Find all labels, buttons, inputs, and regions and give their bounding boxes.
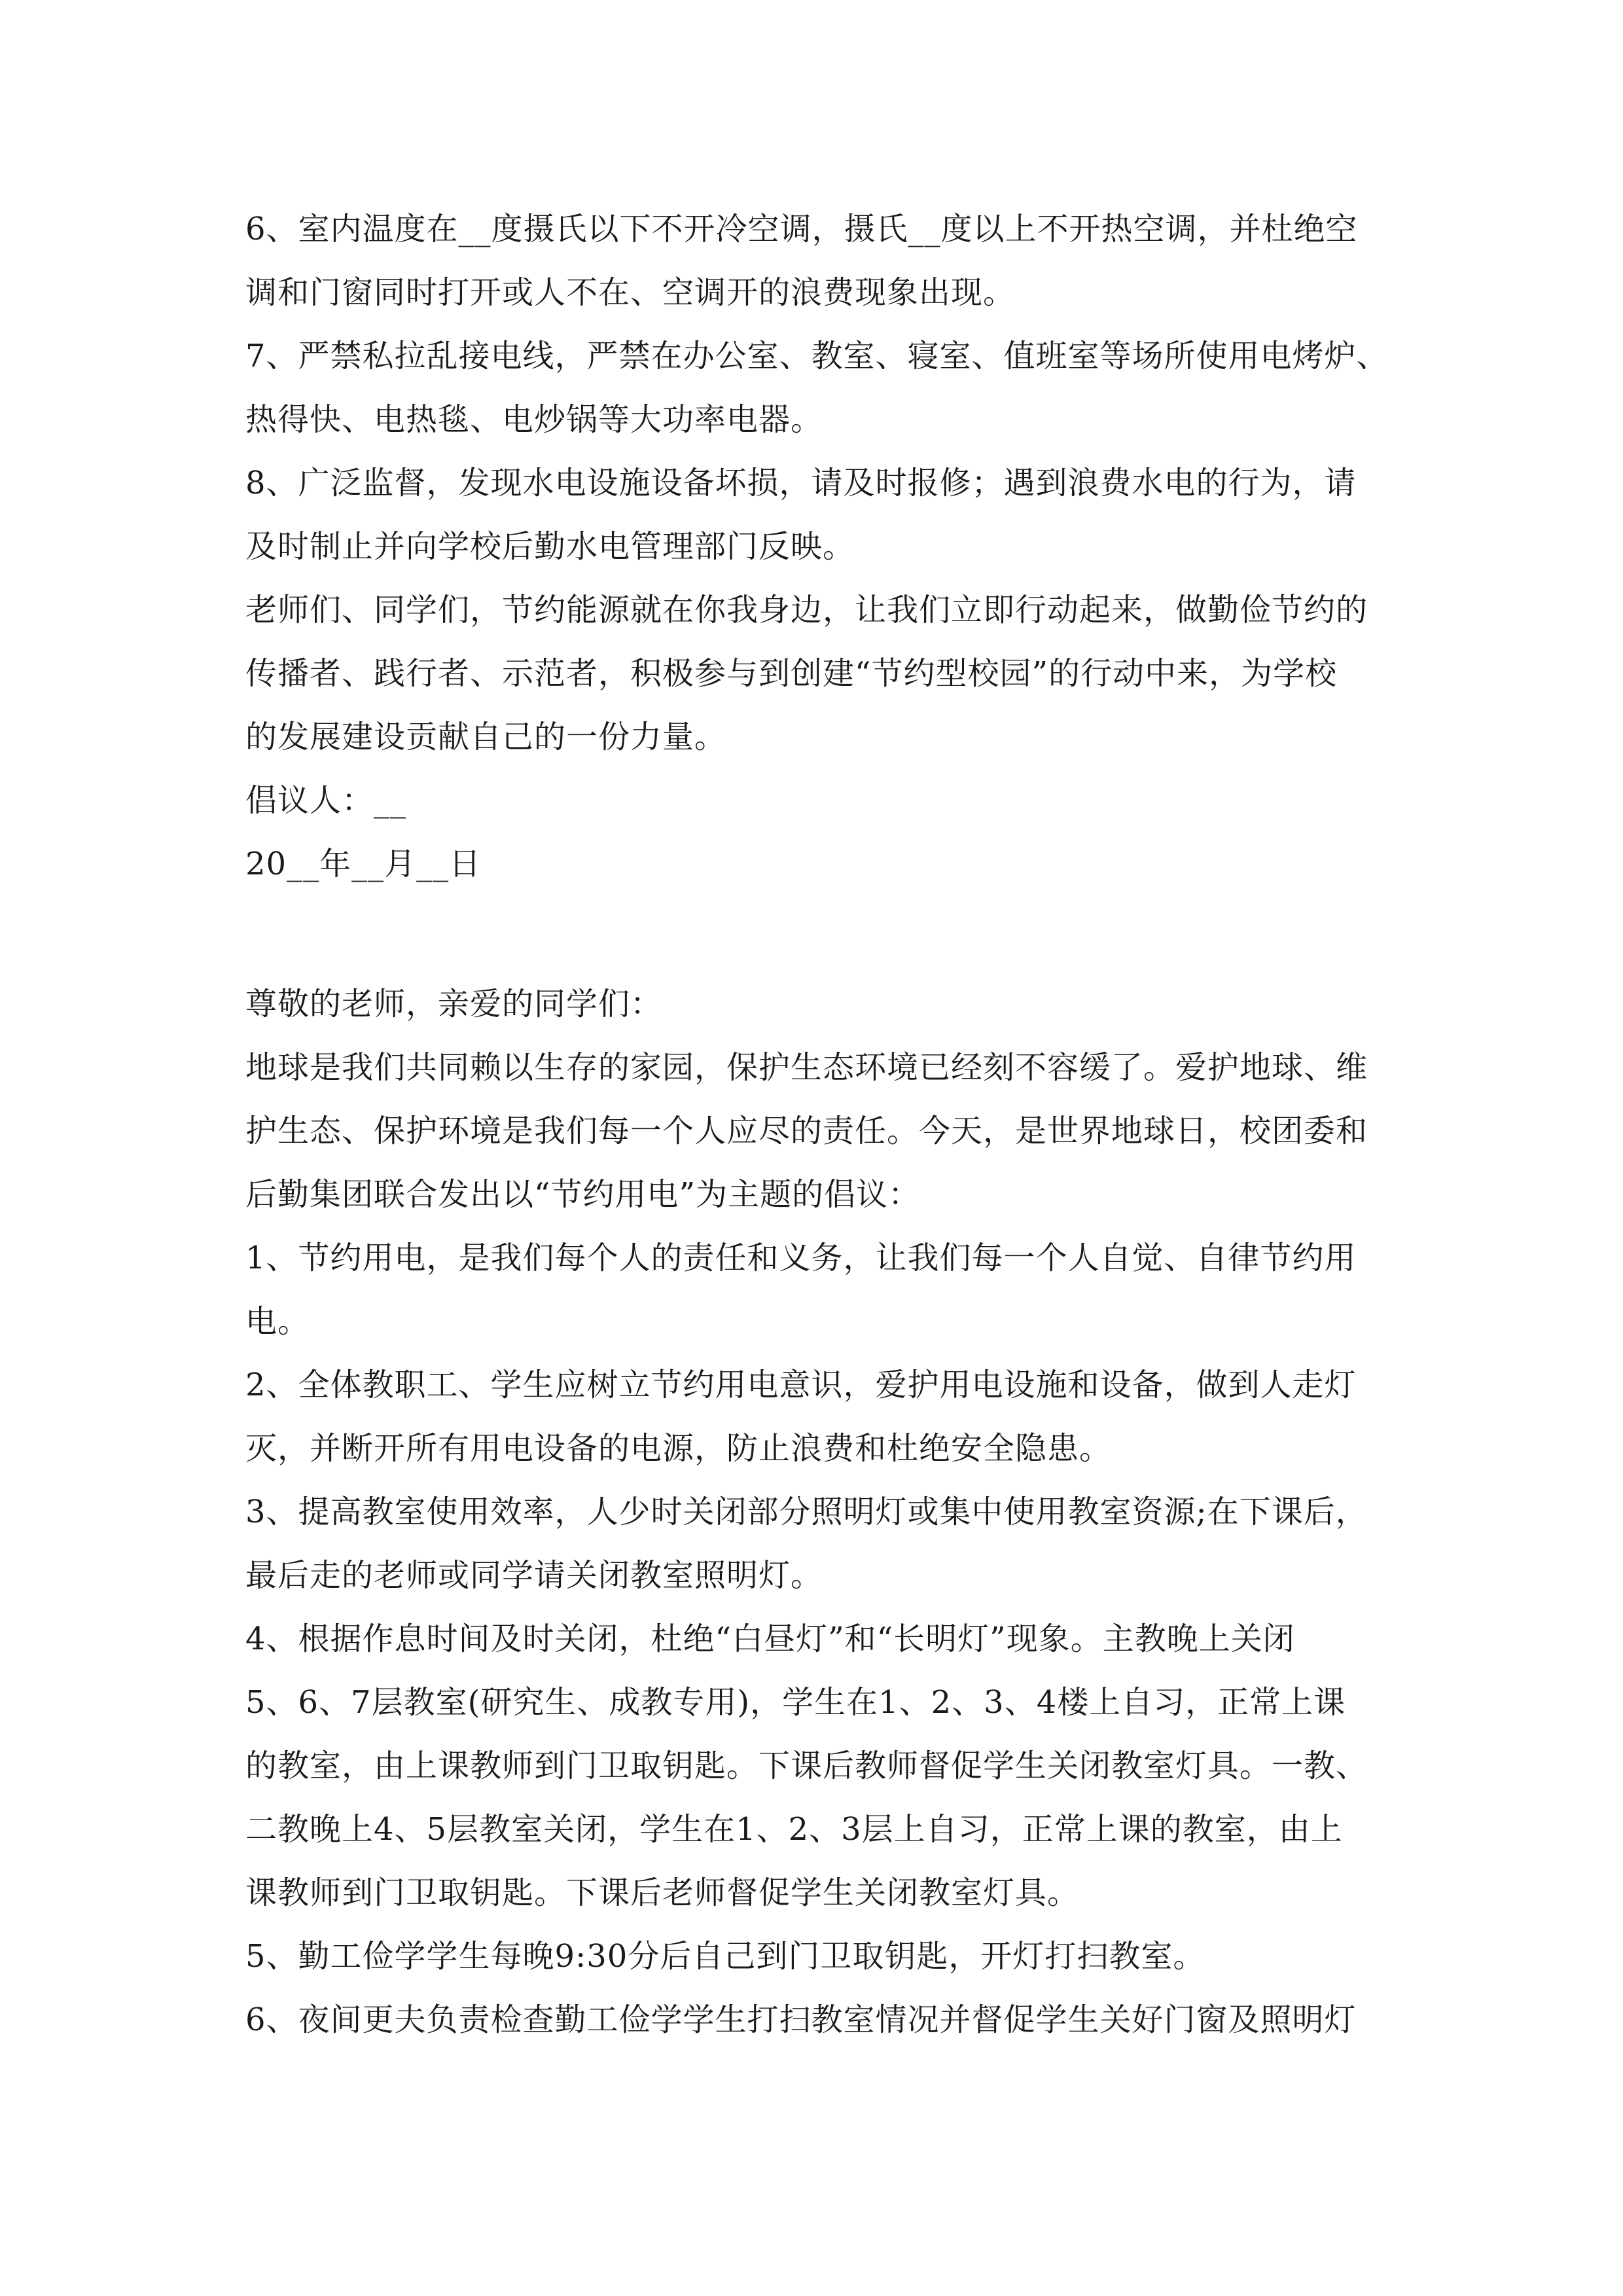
paragraph-line: 2、全体教职工、学生应树立节约用电意识，爱护用电设施和设备，做到人走灯 [245,1367,1357,1403]
paragraph-line: 老师们、同学们，节约能源就在你我身边，让我们立即行动起来，做勤俭节约的 [245,592,1368,628]
paragraph-line: 3、提高教室使用效率，人少时关闭部分照明灯或集中使用教室资源;在下课后， [245,1494,1368,1530]
paragraph-line: 5、勤工俭学学生每晚9:30分后自己到门卫取钥匙，开灯打扫教室。 [245,1938,1205,1975]
document-body [245,198,1389,2052]
signature-line: 倡议人：__ [245,782,407,819]
section-spacer [245,896,1384,973]
paragraph-line: 传播者、践行者、示范者，积极参与到创建“节约型校园”的行动中来，为学校 [245,655,1338,692]
paragraph-line: 5、6、7层教室(研究生、成教专用)，学生在1、2、3、4楼上自习，正常上课 [245,1684,1346,1721]
paragraph-line: 6、夜间更夫负责检查勤工俭学学生打扫教室情况并督促学生关好门窗及照明灯 [245,2001,1357,2038]
paragraph-line: 8、广泛监督，发现水电设施设备坏损，请及时报修；遇到浪费水电的行为，请 [245,465,1357,501]
paragraph-line: 4、根据作息时间及时关闭，杜绝“白昼灯”和“长明灯”现象。主教晚上关闭 [245,1621,1295,1657]
paragraph-line: 1、节约用电，是我们每个人的责任和义务，让我们每一个人自觉、自律节约用 [245,1240,1357,1276]
paragraph-line: 的发展建设贡献自己的一份力量。 [245,719,727,755]
paragraph-line: 最后走的老师或同学请关闭教室照明灯。 [245,1557,823,1594]
paragraph-line: 灭，并断开所有用电设备的电源，防止浪费和杜绝安全隐患。 [245,1430,1112,1467]
paragraph-line: 后勤集团联合发出以“节约用电”为主题的倡议： [245,1176,921,1213]
paragraph-line: 及时制止并向学校后勤水电管理部门反映。 [245,528,855,565]
paragraph-line: 调和门窗同时打开或人不在、空调开的浪费现象出现。 [245,274,1016,311]
paragraph-line: 7、严禁私拉乱接电线，严禁在办公室、教室、寝室、值班室等场所使用电烤炉、 [245,338,1389,374]
paragraph-line: 课教师到门卫取钥匙。下课后老师督促学生关闭教室灯具。 [245,1874,1080,1911]
paragraph-line: 地球是我们共同赖以生存的家园，保护生态环境已经刻不容缓了。爱护地球、维 [245,1049,1368,1086]
paragraph-line: 护生态、保护环境是我们每一个人应尽的责任。今天，是世界地球日，校团委和 [245,1113,1368,1149]
paragraph-line: 6、室内温度在__度摄氏以下不开冷空调，摄氏__度以上不开热空调，并杜绝空 [245,211,1358,247]
paragraph-line: 电。 [245,1303,310,1340]
paragraph-line: 热得快、电热毯、电炒锅等大功率电器。 [245,401,823,438]
salutation-line: 尊敬的老师，亲爱的同学们： [245,986,663,1022]
paragraph-line: 的教室，由上课教师到门卫取钥匙。下课后教师督促学生关闭教室灯具。一教、 [245,1748,1368,1784]
paragraph-line: 二教晚上4、5层教室关闭，学生在1、2、3层上自习，正常上课的教室，由上 [245,1811,1343,1848]
date-line: 20__年__月__日 [245,846,482,882]
